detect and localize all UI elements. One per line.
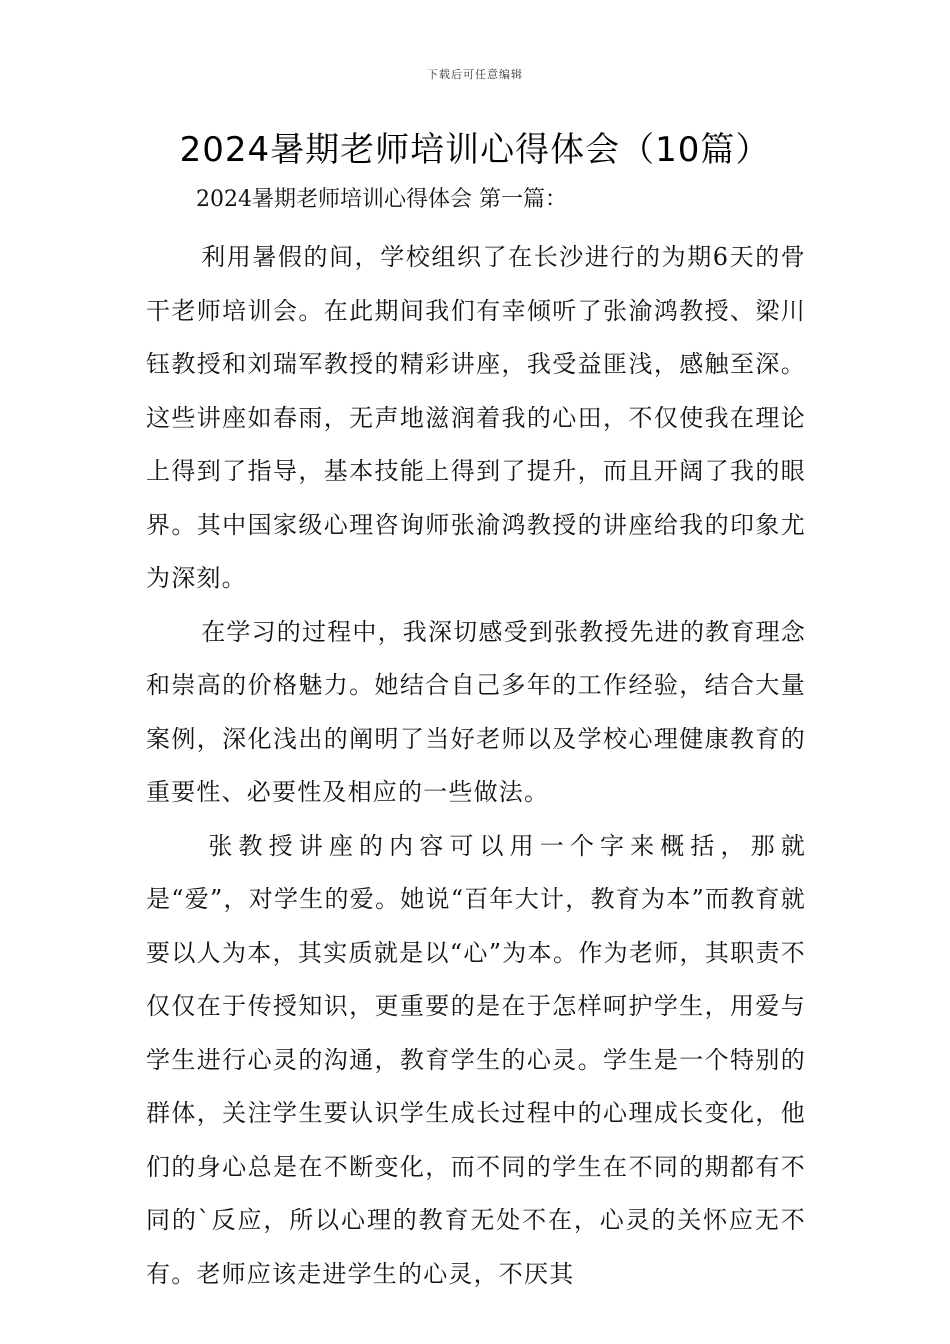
- paragraph: 利用暑假的间，学校组织了在长沙进行的为期6天的骨干老师培训会。在此期间我们有幸倾听了张渝鸿教授、梁川钰教授和刘瑞军教授的精彩讲座，我受益匪浅，感触至深。这些讲座如春雨，无声地滋润着我的心田，不仅使我在理论上得到了指导，基本技能上得到了提升，而且开阔了我的眼界。其中国家级心理咨询师张渝鸿教授的讲座给我的印象尤为深刻。: [146, 243, 806, 592]
- document-body: [146, 231, 806, 1301]
- page-title: 2024暑期老师培训心得体会（10篇）: [179, 130, 771, 170]
- section-heading: 2024暑期老师培训心得体会 第一篇：: [196, 187, 567, 212]
- header-note: 下载后可任意编辑: [427, 68, 523, 81]
- paragraph: 在学习的过程中，我深切感受到张教授先进的教育理念和崇高的价格魅力。她结合自己多年的工作经验，结合大量案例，深化浅出的阐明了当好老师以及学校心理健康教育的重要性、必要性及相应的一些做法。: [146, 617, 806, 806]
- paragraph: 张教授讲座的内容可以用一个字来概括，那就是“爱”，对学生的爱。她说“百年大计，教育为本”而教育就要以人为本，其实质就是以“心”为本。作为老师，其职责不仅仅在于传授知识，更重要的是在于怎样呵护学生，用爱与学生进行心灵的沟通，教育学生的心灵。学生是一个特别的群体，关注学生要认识学生成长过程中的心理成长变化，他们的身心总是在不断变化，而不同的学生在不同的期都有不同的`反应，所以心理的教育无处不在，心灵的关怀应无不有。老师应该走进学生的心灵，不厌其: [146, 831, 806, 1288]
